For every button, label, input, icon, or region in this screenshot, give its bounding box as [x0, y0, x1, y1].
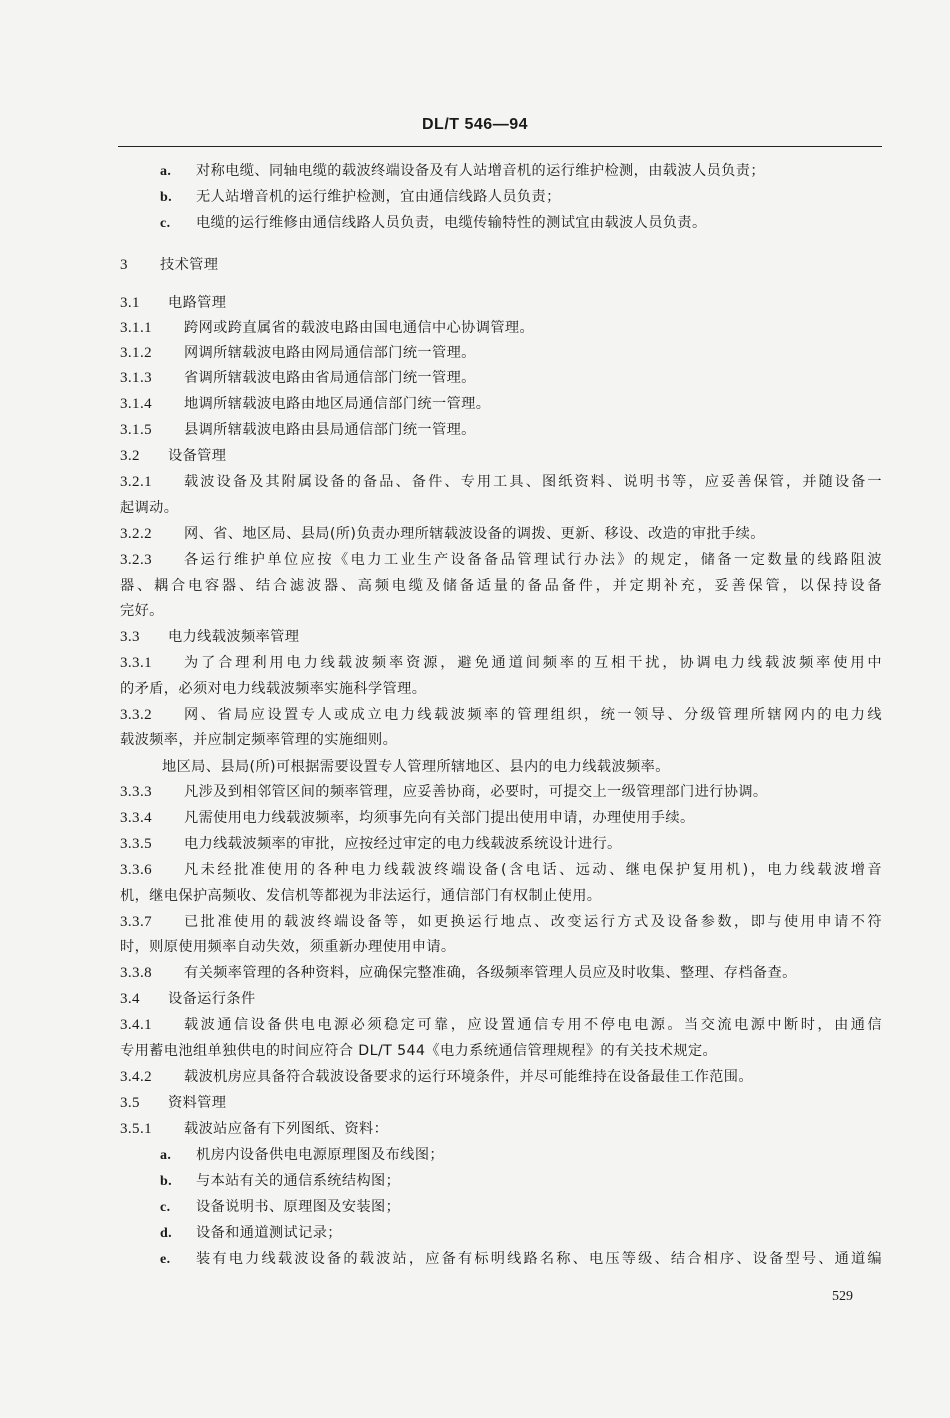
clause-line	[120, 319, 882, 337]
clause-line	[120, 1094, 882, 1112]
clause-text: 与本站有关的通信系统结构图；	[196, 1173, 401, 1189]
list-marker: a.	[160, 164, 172, 179]
continuation-line	[120, 887, 882, 905]
clause-line	[120, 447, 882, 465]
clause-text: 设备和通道测试记录；	[196, 1225, 342, 1241]
clause-number: 3.3.2	[120, 707, 152, 723]
clause-number: 3.1	[120, 295, 140, 311]
clause-number: 3.2.2	[120, 526, 152, 542]
list-marker: c.	[160, 1200, 171, 1215]
clause-line	[120, 783, 882, 801]
clause-text: 电力线载波频率的审批，应按经过审定的电力线载波系统设计进行。	[184, 836, 622, 852]
clause-line	[120, 835, 882, 853]
clause-number: 3.3.6	[120, 862, 152, 878]
clause-number: 3.3	[120, 629, 140, 645]
clause-text: 设备运行条件	[168, 991, 256, 1007]
clause-text: 机，继电保护高频收、发信机等都视为非法运行，通信部门有权制止使用。	[120, 888, 602, 904]
clause-line	[120, 344, 882, 362]
clause-text: 时，则原使用频率自动失效，须重新办理使用申请。	[120, 939, 456, 955]
clause-line	[120, 421, 882, 439]
clause-number: 3.5.1	[120, 1121, 152, 1137]
clause-text: 器、耦合电容器、结合滤波器、高频电缆及储备适量的备品备件，并定期补充，妥善保管，以保持设备	[120, 578, 882, 594]
clause-text: 凡需使用电力线载波频率，均须事先向有关部门提出使用申请，办理使用手续。	[184, 810, 695, 826]
clause-number: 3.3.8	[120, 965, 152, 981]
clause-number: 3.2	[120, 448, 140, 464]
clause-number: 3.2.1	[120, 474, 152, 490]
clause-text: 对称电缆、同轴电缆的载波终端设备及有人站增音机的运行维护检测，由载波人员负责；	[196, 163, 765, 179]
list-marker: c.	[160, 216, 171, 231]
clause-number: 3.1.4	[120, 396, 152, 412]
list-item	[160, 1250, 882, 1269]
continuation-line	[120, 499, 882, 517]
list-marker: d.	[160, 1226, 173, 1241]
clause-text: 网调所辖载波电路由网局通信部门统一管理。	[184, 345, 476, 361]
clause-text: 已批准使用的载波终端设备等，如更换运行地点、改变运行方式及设备参数，即与使用申请不符	[184, 914, 882, 930]
clause-number: 3.3.7	[120, 914, 152, 930]
clause-number: 3.1.1	[120, 320, 152, 336]
clause-text: 起调动。	[120, 500, 179, 516]
list-item	[160, 1198, 882, 1217]
clause-text: 网、省、地区局、县局(所)负责办理所辖载波设备的调拨、更新、移设、改造的审批手续。	[184, 526, 765, 542]
clause-number: 3.4	[120, 991, 140, 1007]
clause-number: 3.4.1	[120, 1017, 152, 1033]
clause-number: 3.1.2	[120, 345, 152, 361]
clause-line	[120, 1068, 882, 1086]
clause-line	[120, 654, 882, 672]
clause-line	[120, 395, 882, 413]
list-item	[160, 1146, 882, 1165]
list-item	[160, 162, 882, 181]
clause-number: 3.3.5	[120, 836, 152, 852]
clause-text: 地区局、县局(所)可根据需要设置专人管理所辖地区、县内的电力线载波频率。	[162, 759, 670, 775]
clause-text: 电路管理	[168, 295, 227, 311]
clause-text: 装有电力线载波设备的载波站，应备有标明线路名称、电压等级、结合相序、设备型号、通道编	[196, 1251, 882, 1267]
header-rule	[118, 146, 882, 147]
clause-text: 凡涉及到相邻管区间的频率管理，应妥善协商，必要时，可提交上一级管理部门进行协调。	[184, 784, 768, 800]
list-marker: a.	[160, 1148, 172, 1163]
list-item	[160, 188, 882, 207]
clause-text: 电缆的运行维修由通信线路人员负责，电缆传输特性的测试宜由载波人员负责。	[196, 215, 707, 231]
clause-number: 3.1.5	[120, 422, 152, 438]
clause-number: 3.2.3	[120, 552, 152, 568]
continuation-line	[120, 1042, 882, 1060]
clause-text: 地调所辖载波电路由地区局通信部门统一管理。	[184, 396, 491, 412]
clause-text: 载波通信设备供电电源必须稳定可靠，应设置通信专用不停电电源。当交流电源中断时，由通信	[184, 1017, 882, 1033]
clause-text: 的矛盾，必须对电力线载波频率实施科学管理。	[120, 681, 427, 697]
list-marker: b.	[160, 190, 173, 205]
clause-line	[120, 1120, 882, 1138]
clause-line	[120, 861, 882, 879]
clause-number: 3.3.4	[120, 810, 152, 826]
continuation-line	[120, 577, 882, 595]
clause-line	[120, 628, 882, 646]
clause-number: 3.1.3	[120, 370, 152, 386]
clause-text: 为了合理利用电力线载波频率资源，避免通道间频率的互相干扰，协调电力线载波频率使用中	[184, 655, 882, 671]
clause-text: 专用蓄电池组单独供电的时间应符合 DL/T 544《电力系统通信管理规程》的有关技术规定。	[120, 1043, 718, 1059]
clause-line	[120, 256, 882, 274]
clause-text: 载波站应备有下列图纸、资料：	[184, 1121, 389, 1137]
clause-line	[120, 525, 882, 543]
list-marker: e.	[160, 1252, 171, 1267]
clause-text: 技术管理	[160, 257, 219, 273]
clause-line	[120, 369, 882, 387]
clause-number: 3	[120, 257, 128, 273]
clause-line	[120, 551, 882, 569]
clause-text: 凡未经批准使用的各种电力线载波终端设备(含电话、远动、继电保护复用机)，电力线载波增音	[184, 862, 882, 878]
clause-text: 跨网或跨直属省的载波电路由国电通信中心协调管理。	[184, 320, 535, 336]
page-header-standard-code: DL/T 546—94	[422, 116, 528, 133]
clause-text: 无人站增音机的运行维护检测，宜由通信线路人员负责；	[196, 189, 561, 205]
list-marker: b.	[160, 1174, 173, 1189]
clause-text: 县调所辖载波电路由县局通信部门统一管理。	[184, 422, 476, 438]
clause-text: 设备管理	[168, 448, 227, 464]
clause-text: 省调所辖载波电路由省局通信部门统一管理。	[184, 370, 476, 386]
clause-line	[120, 990, 882, 1008]
clause-text: 载波机房应具备符合载波设备要求的运行环境条件，并尽可能维持在设备最佳工作范围。	[184, 1069, 753, 1085]
clause-text: 载波设备及其附属设备的备品、备件、专用工具、图纸资料、说明书等，应妥善保管，并随设备一	[184, 474, 882, 490]
continuation-line	[162, 758, 882, 776]
page-number: 529	[832, 1289, 853, 1304]
list-item	[160, 1172, 882, 1191]
continuation-line	[120, 602, 882, 620]
clause-text: 各运行维护单位应按《电力工业生产设备备品管理试行办法》的规定，储备一定数量的线路阻波	[184, 552, 882, 568]
continuation-line	[120, 680, 882, 698]
clause-number: 3.4.2	[120, 1069, 152, 1085]
continuation-line	[120, 731, 882, 749]
clause-number: 3.5	[120, 1095, 140, 1111]
clause-line	[120, 294, 882, 312]
clause-number: 3.3.3	[120, 784, 152, 800]
clause-text: 有关频率管理的各种资料，应确保完整准确，各级频率管理人员应及时收集、整理、存档备查。	[184, 965, 797, 981]
clause-line	[120, 1016, 882, 1034]
clause-text: 完好。	[120, 603, 164, 619]
clause-text: 机房内设备供电电源原理图及布线图；	[196, 1147, 444, 1163]
clause-text: 设备说明书、原理图及安装图；	[196, 1199, 401, 1215]
continuation-line	[120, 938, 882, 956]
clause-number: 3.3.1	[120, 655, 152, 671]
list-item	[160, 1224, 882, 1243]
clause-line	[120, 964, 882, 982]
clause-line	[120, 473, 882, 491]
clause-text: 网、省局应设置专人或成立电力线载波频率的管理组织，统一领导、分级管理所辖网内的电力线	[184, 707, 882, 723]
clause-line	[120, 706, 882, 724]
list-item	[160, 214, 882, 233]
clause-text: 载波频率，并应制定频率管理的实施细则。	[120, 732, 398, 748]
clause-text: 资料管理	[168, 1095, 227, 1111]
clause-text: 电力线载波频率管理	[168, 629, 300, 645]
clause-line	[120, 913, 882, 931]
clause-line	[120, 809, 882, 827]
